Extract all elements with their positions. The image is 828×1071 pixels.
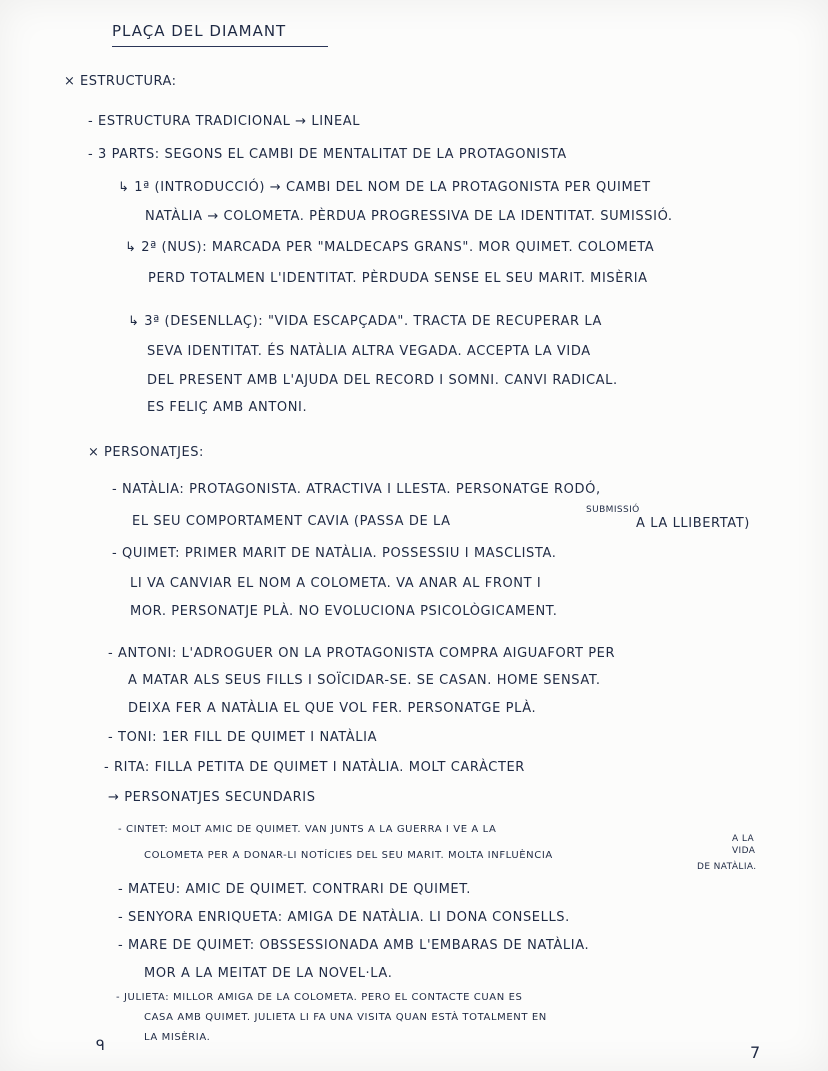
mare-line-b: MOR A LA MEITAT DE LA NOVEL·LA. (144, 966, 393, 981)
natalia-superscript: SUBMISSIÓ (586, 505, 640, 515)
margin-mark: ᑫ (96, 1038, 105, 1054)
cintet-right-1: A LA (732, 834, 754, 844)
quimet-line-c: MOR. PERSONATJE PLÀ. NO EVOLUCIONA PSICOLÒGICAMENT. (130, 604, 558, 619)
julieta-line-b: CASA AMB QUIMET. JULIETA LI FA UNA VISITA QUAN ESTÀ TOTALMENT EN (144, 1012, 547, 1023)
title-underline (112, 46, 328, 47)
julieta-line-c: LA MISÈRIA. (144, 1032, 211, 1043)
part-1-line-a: ↳ 1ª (INTRODUCCIÓ) → CAMBI DEL NOM DE LA PROTAGONISTA PER QUIMET (118, 180, 651, 195)
toni-line: - TONI: 1ER FILL DE QUIMET I NATÀLIA (108, 730, 378, 745)
document-title: PLAÇA DEL DIAMANT (112, 22, 287, 40)
enriqueta-line: - SENYORA ENRIQUETA: AMIGA DE NATÀLIA. LI DONA CONSELLS. (118, 910, 570, 925)
natalia-line-a: - NATÀLIA: PROTAGONISTA. ATRACTIVA I LLESTA. PERSONATGE RODÓ, (112, 482, 601, 497)
part-3-line-a: ↳ 3ª (DESENLLAÇ): "VIDA ESCAPÇADA". TRACTA DE RECUPERAR LA (128, 314, 603, 329)
part-1-line-b: NATÀLIA → COLOMETA. PÈRDUA PROGRESSIVA DE LA IDENTITAT. SUMISSIÓ. (145, 209, 673, 224)
antoni-line-b: A MATAR ALS SEUS FILLS I SOÏCIDAR-SE. SE CASAN. HOME SENSAT. (128, 673, 601, 688)
part-2-line-b: PERD TOTALMEN L'IDENTITAT. PÈRDUDA SENSE EL SEU MARIT. MISÈRIA (148, 271, 648, 286)
section-heading-personatges: × PERSONATJES: (88, 445, 204, 460)
julieta-line-a: - JULIETA: MILLOR AMIGA DE LA COLOMETA. PERO EL CONTACTE CUAN ES (116, 992, 523, 1003)
part-3-line-d: ES FELIÇ AMB ANTONI. (147, 400, 308, 415)
antoni-line-a: - ANTONI: L'ADROGUER ON LA PROTAGONISTA COMPRA AIGUAFORT PER (108, 646, 616, 661)
estructura-line-2: - 3 PARTS: SEGONS EL CAMBI DE MENTALITAT DE LA PROTAGONISTA (88, 147, 567, 162)
quimet-line-b: LI VA CANVIAR EL NOM A COLOMETA. VA ANAR AL FRONT I (130, 576, 542, 591)
part-3-line-c: DEL PRESENT AMB L'AJUDA DEL RECORD I SOMNI. CANVI RADICAL. (147, 373, 618, 388)
part-2-line-a: ↳ 2ª (NUS): MARCADA PER "MALDECAPS GRANS". MOR QUIMET. COLOMETA (125, 240, 655, 255)
section-heading-estructura: × ESTRUCTURA: (64, 74, 177, 89)
natalia-line-b: EL SEU COMPORTAMENT CAVIA (PASSA DE LA (132, 514, 451, 529)
page-number: 7 (750, 1043, 761, 1062)
part-3-line-b: SEVA IDENTITAT. ÉS NATÀLIA ALTRA VEGADA. ACCEPTA LA VIDA (147, 344, 591, 359)
cintet-right-2: VIDA (732, 846, 756, 856)
secundaris-heading: → PERSONATJES SECUNDARIS (108, 790, 316, 805)
cintet-line-a: - CINTET: MOLT AMIC DE QUIMET. VAN JUNTS A LA GUERRA I VE A LA (118, 824, 497, 835)
natalia-line-c: A LA LLIBERTAT) (636, 516, 750, 531)
mare-line-a: - MARE DE QUIMET: OBSSESSIONADA AMB L'EMBARAS DE NATÀLIA. (118, 938, 590, 953)
quimet-line-a: - QUIMET: PRIMER MARIT DE NATÀLIA. POSSESSIU I MASCLISTA. (112, 546, 557, 561)
antoni-line-c: DEIXA FER A NATÀLIA EL QUE VOL FER. PERSONATGE PLÀ. (128, 701, 537, 716)
rita-line: - RITA: FILLA PETITA DE QUIMET I NATÀLIA. MOLT CARÀCTER (104, 760, 525, 775)
cintet-line-b: COLOMETA PER A DONAR-LI NOTÍCIES DEL SEU MARIT. MOLTA INFLUÈNCIA (144, 850, 553, 861)
estructura-line-1: - ESTRUCTURA TRADICIONAL → LINEAL (88, 114, 361, 129)
cintet-right-3: DE NATÀLIA. (697, 862, 757, 872)
mateu-line: - MATEU: AMIC DE QUIMET. CONTRARI DE QUIMET. (118, 882, 471, 897)
